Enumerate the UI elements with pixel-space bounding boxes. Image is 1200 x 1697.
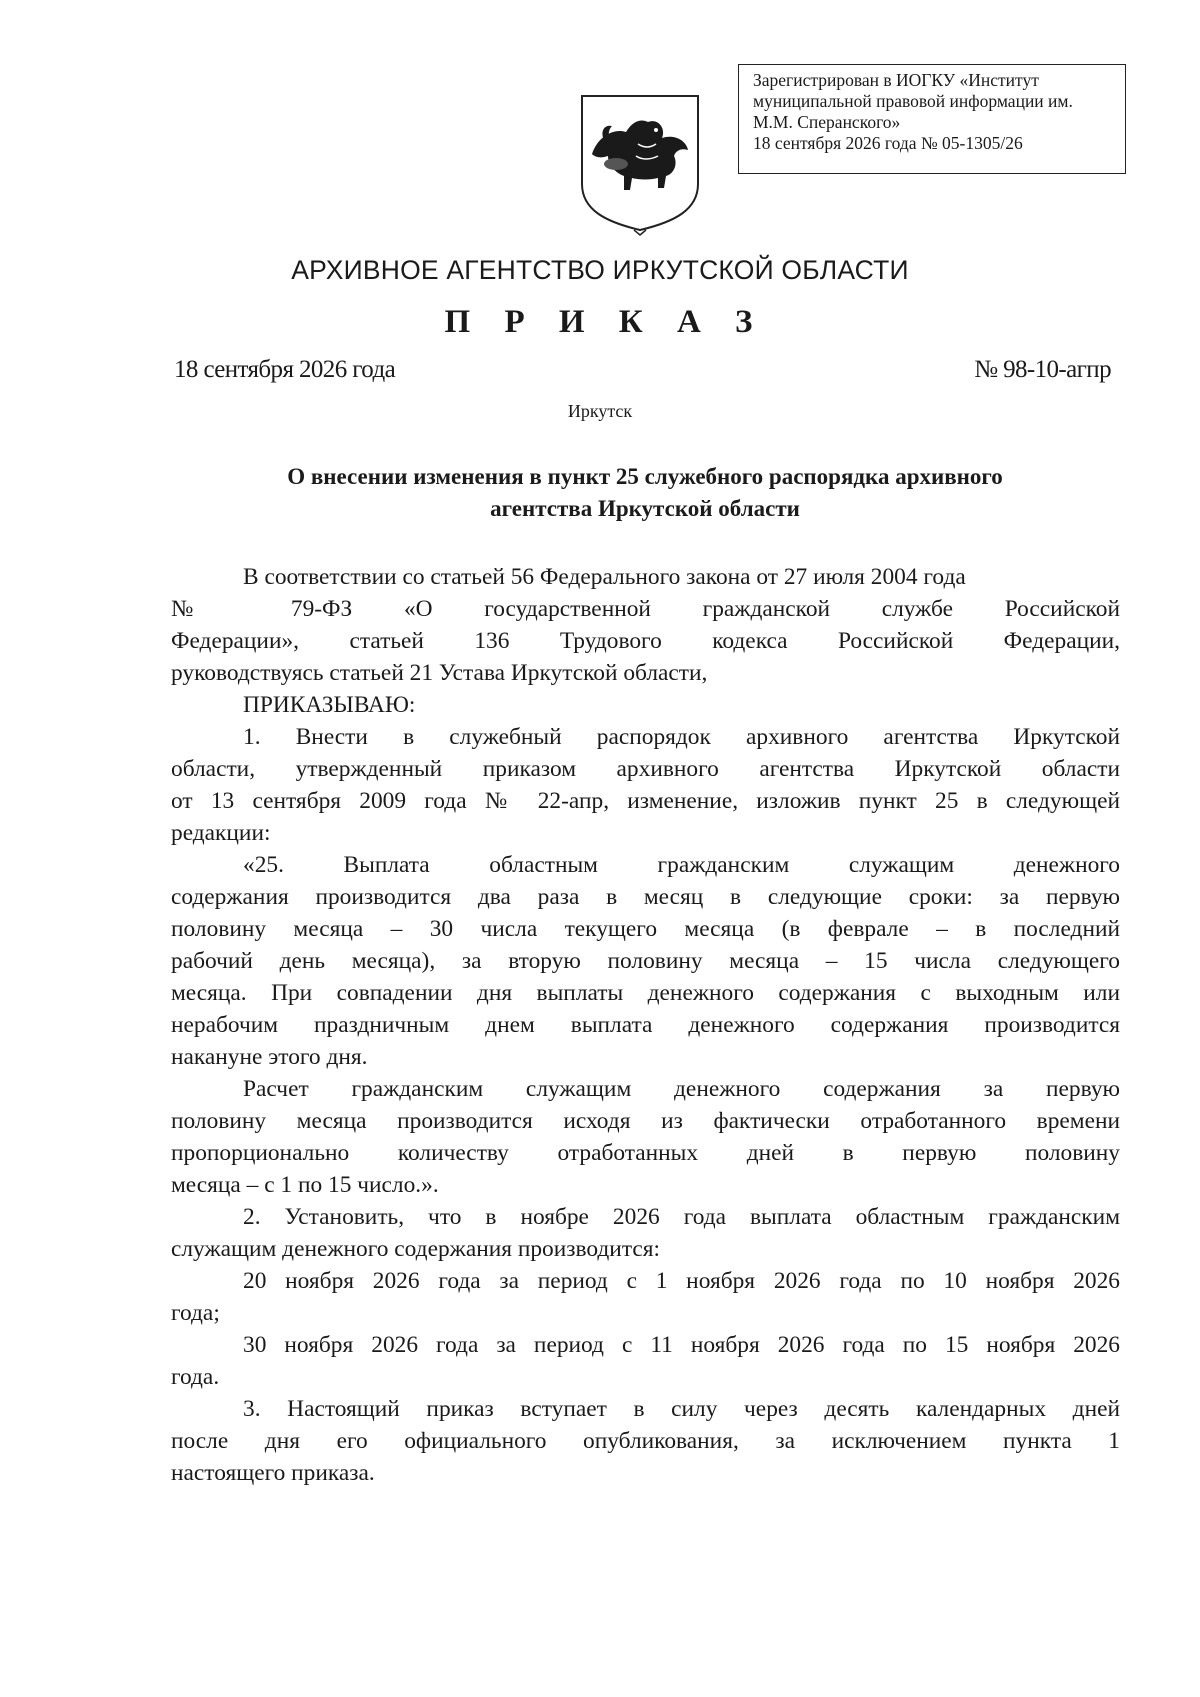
body-line: «25. Выплата областным гражданским служащим денежного <box>243 852 1120 878</box>
body-line: накануне этого дня. <box>171 1044 368 1070</box>
body-line: 1. Внести в служебный распорядок архивного агентства Иркутской <box>243 724 1120 750</box>
body-line: Расчет гражданским служащим денежного содержания за первую <box>243 1076 1120 1102</box>
order-date: 18 сентября 2026 года <box>174 356 396 383</box>
coat-of-arms-icon <box>578 92 702 236</box>
order-city: Иркутск <box>567 401 633 421</box>
body-line: месяца – с 1 по 15 число.». <box>171 1172 439 1198</box>
body-line: № 79-ФЗ «О государственной гражданской службе Российской <box>171 596 1120 622</box>
body-line: месяца. При совпадении дня выплаты денежного содержания с выходным или <box>171 980 1120 1006</box>
body-line: 3. Настоящий приказ вступает в силу через десять календарных дней <box>243 1396 1120 1422</box>
registration-stamp <box>738 64 1126 174</box>
order-number: № 98-10-агпр <box>974 356 1111 383</box>
stamp-line: М.М. Сперанского» <box>753 112 901 132</box>
body-line: Федерации», статьей 136 Трудового кодекса Российской Федерации, <box>171 628 1120 654</box>
body-line: нерабочим праздничным днем выплата денежного содержания производится <box>171 1012 1120 1038</box>
order-body <box>171 561 1120 1489</box>
body-line: служащим денежного содержания производится: <box>171 1236 660 1262</box>
body-line: года. <box>171 1364 220 1390</box>
stamp-line: 18 сентября 2026 года № 05-1305/26 <box>753 133 1023 153</box>
body-line: содержания производится два раза в месяц в следующие сроки: за первую <box>171 884 1120 910</box>
body-line: половину месяца производится исходя из фактически отработанного времени <box>171 1108 1120 1134</box>
body-line: половину месяца – 30 числа текущего месяца (в феврале – в последний <box>171 916 1120 942</box>
order-title <box>170 461 1120 525</box>
body-line: области, утвержденный приказом архивного агентства Иркутской области <box>171 756 1120 782</box>
body-line: ПРИКАЗЫВАЮ: <box>243 692 416 718</box>
title-line: агентства Иркутской области <box>490 496 800 521</box>
title-line: О внесении изменения в пункт 25 служебного распорядка архивного <box>287 464 1003 489</box>
body-line: от 13 сентября 2009 года № 22-апр, изменение, изложив пункт 25 в следующей <box>171 788 1120 814</box>
body-line: 20 ноября 2026 года за период с 1 ноября 2026 года по 10 ноября 2026 <box>243 1268 1120 1294</box>
body-line: пропорционально количеству отработанных дней в первую половину <box>171 1140 1120 1166</box>
document-type: П Р И К А З <box>444 304 766 340</box>
stamp-line: Зарегистрирован в ИОГКУ «Институт <box>753 70 1039 90</box>
body-line: года; <box>171 1300 220 1326</box>
body-line: после дня его официального опубликования, за исключением пункта 1 <box>171 1428 1120 1454</box>
body-line: настоящего приказа. <box>171 1460 375 1486</box>
body-line: 30 ноября 2026 года за период с 11 ноября 2026 года по 15 ноября 2026 <box>243 1332 1120 1358</box>
body-line: редакции: <box>171 820 271 846</box>
body-line: В соответствии со статьей 56 Федерального закона от 27 июля 2004 года <box>243 564 966 590</box>
agency-name: АРХИВНОЕ АГЕНТСТВО ИРКУТСКОЙ ОБЛАСТИ <box>291 255 909 285</box>
stamp-line: муниципальной правовой информации им. <box>753 91 1073 111</box>
body-line: рабочий день месяца), за вторую половину месяца – 15 числа следующего <box>171 948 1120 974</box>
body-line: 2. Установить, что в ноябре 2026 года выплата областным гражданским <box>243 1204 1120 1230</box>
body-line: руководствуясь статьей 21 Устава Иркутской области, <box>171 660 708 686</box>
